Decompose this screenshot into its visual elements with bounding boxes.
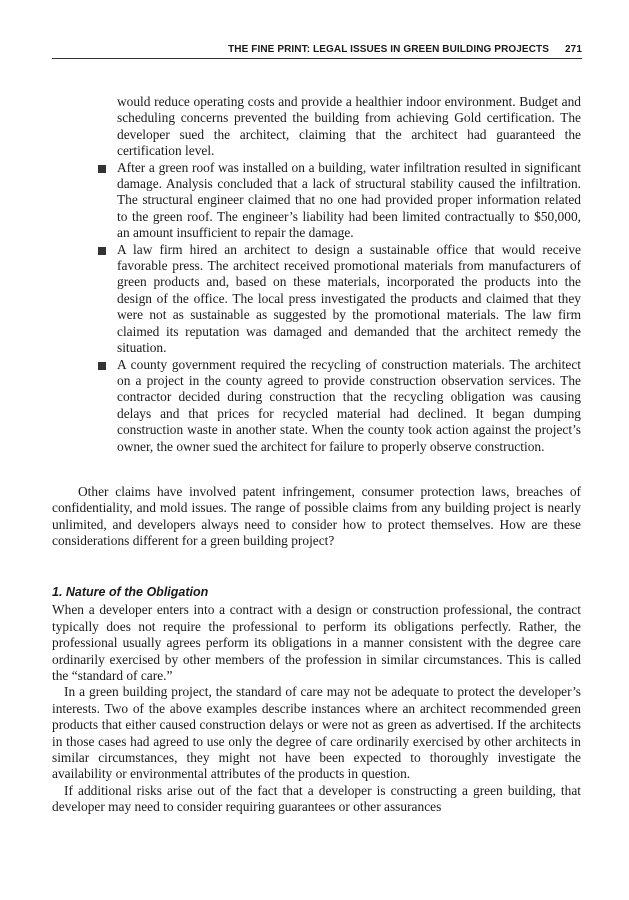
intro-paragraph: Other claims have involved patent infringement, consumer protection laws, breaches of confidentiality, and mold issues. The range of possible claims from any building project is nearly unlimited, and developers always need to consider how to protect themselves. How are these considerations different for a green building project? [52, 484, 581, 549]
bullet-continuation: would reduce operating costs and provide a healthier indoor environment. Budget and scheduling concerns prevented the building from achieving Gold certification. The developer sued the architect, claiming that the architect had guaranteed the certification level. [117, 94, 581, 159]
bullet-square-icon [98, 362, 106, 370]
running-head [52, 44, 582, 59]
intro-section [52, 484, 581, 550]
bullet-list [88, 94, 581, 455]
bullet-section [88, 94, 581, 455]
section-paragraph: In a green building project, the standard of care may not be adequate to protect the developer’s interests. Two of the above examples describe instances where an architect recommended green products that either caused construction delays or were not as green as advertised. If the architects in those cases had agreed to use only the degree of care ordinarily exercised by other architects in similar circumstances, they might not have been expected to thoroughly investigate the availability or environmental attributes of the products in question. [52, 684, 581, 782]
list-item [88, 242, 581, 357]
section-heading: 1. Nature of the Obligation [52, 585, 209, 599]
page-number: 271 [565, 44, 582, 55]
list-item [88, 357, 581, 455]
bullet-square-icon [98, 165, 106, 173]
section-paragraph: If additional risks arise out of the fact that a developer is constructing a green building, that developer may need to consider requiring guarantees or other assurances [52, 782, 581, 815]
list-item [88, 160, 581, 242]
list-item-text: A law firm hired an architect to design a sustainable office that would receive favorable press. The architect received promotional materials from manufacturers of green products and, based on these materials, incorporated the products into the design of the office. The local press investigated the products and claimed that they were not as sustainable as suggested by the promotional materials. The law firm claimed its reputation was damaged and demanded that the architect remedy the situation. [117, 241, 581, 356]
nature-of-obligation-section [52, 584, 581, 816]
section-paragraph: When a developer enters into a contract with a design or construction professional, the contract typically does not require the professional to perform its obligations perfectly. Rather, the professional usually agrees perform its obligations in a manner consistent with the degree care ordinarily exercised by other members of the profession in similar circumstances. This is called the “standard of care.” [52, 602, 581, 684]
running-head-title: THE FINE PRINT: LEGAL ISSUES IN GREEN BUILDING PROJECTS [228, 44, 549, 55]
list-item-text: A county government required the recycling of construction materials. The architect on a project in the county agreed to provide construction observation services. The contractor decided during construction that the recycling obligation was causing delays and that prices for recycled material had declined. It began dumping construction waste in another state. When the county took action against the project’s owner, the owner sued the architect for failure to properly observe construction. [117, 356, 581, 454]
list-item-text: After a green roof was installed on a building, water infiltration resulted in significant damage. Analysis concluded that a lack of structural stability caused the infiltration. The structural engineer claimed that no one had provided proper information related to the green roof. The engineer’s liability had been limited contractually to $50,000, an amount insufficient to repair the damage. [117, 159, 581, 241]
bullet-square-icon [98, 247, 106, 255]
